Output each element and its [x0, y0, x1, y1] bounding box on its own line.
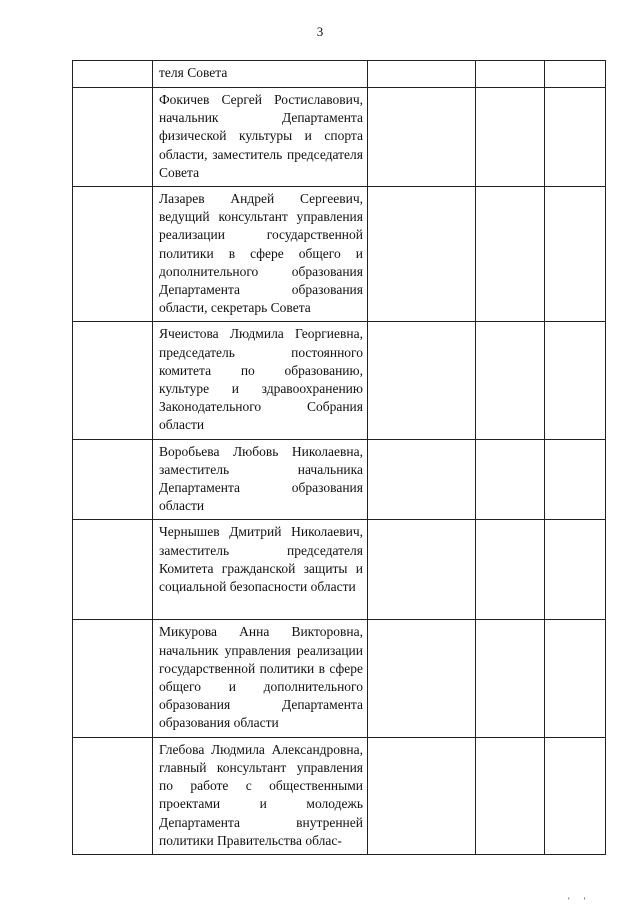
empty-cell	[545, 61, 606, 88]
empty-cell	[476, 520, 545, 620]
member-text: Ячеистова Людмила Георгиевна, председатель постоянного комитета по образованию, культуре и здравоохранению Законодательного Собрания области	[159, 326, 363, 433]
table-row	[73, 88, 606, 187]
number-cell	[73, 439, 153, 520]
empty-cell	[368, 322, 476, 439]
number-cell	[73, 88, 153, 187]
member-cell	[153, 322, 368, 439]
empty-cell	[476, 322, 545, 439]
empty-cell	[545, 620, 606, 737]
member-cell	[153, 520, 368, 620]
empty-cell	[368, 88, 476, 187]
member-cell	[153, 61, 368, 88]
empty-cell	[476, 620, 545, 737]
table-row	[73, 61, 606, 88]
table-row	[73, 439, 606, 520]
member-text: Глебова Людмила Александровна, главный консультант управления по работе с общественными проектами и молодежь Департамента внутренней политики Правительства облас-	[159, 741, 363, 848]
member-text: Микурова Анна Викторовна, начальник управления реализации государственной политики в сфере общего и дополнительного образования Департамента образования области	[159, 624, 363, 731]
table-row	[73, 322, 606, 439]
scan-marks: ' '	[568, 896, 592, 906]
empty-cell	[368, 620, 476, 737]
number-cell	[73, 737, 153, 854]
member-text: теля Совета	[159, 65, 228, 80]
number-cell	[73, 520, 153, 620]
member-cell	[153, 88, 368, 187]
member-text: Чернышев Дмитрий Николаевич, заместитель председателя Комитета гражданской защиты и социальной безопасности области	[159, 524, 363, 595]
member-cell	[153, 187, 368, 322]
empty-cell	[545, 737, 606, 854]
member-cell	[153, 737, 368, 854]
number-cell	[73, 322, 153, 439]
empty-cell	[545, 88, 606, 187]
table-row	[73, 187, 606, 322]
empty-cell	[368, 520, 476, 620]
empty-cell	[476, 439, 545, 520]
member-text: Лазарев Андрей Сергеевич, ведущий консультант управления реализации государственной политики в сфере общего и дополнительного образования Департамента образования области, секретарь Совета	[159, 191, 363, 316]
table-row	[73, 520, 606, 620]
number-cell	[73, 620, 153, 737]
empty-cell	[368, 737, 476, 854]
empty-cell	[545, 322, 606, 439]
members-table	[72, 60, 606, 855]
empty-cell	[368, 187, 476, 322]
empty-cell	[368, 61, 476, 88]
empty-cell	[476, 187, 545, 322]
member-text: Воробьева Любовь Николаевна, заместитель начальника Департамента образования области	[159, 443, 363, 514]
empty-cell	[545, 520, 606, 620]
empty-cell	[368, 439, 476, 520]
empty-cell	[476, 88, 545, 187]
number-cell	[73, 61, 153, 88]
empty-cell	[545, 439, 606, 520]
member-cell	[153, 439, 368, 520]
table-row	[73, 620, 606, 737]
member-cell	[153, 620, 368, 737]
number-cell	[73, 187, 153, 322]
table-row	[73, 737, 606, 854]
page-number: 3	[316, 24, 324, 39]
member-text: Фокичев Сергей Ростиславович, начальник Департамента физической культуры и спорта области, заместитель председателя Совета	[159, 92, 363, 180]
empty-cell	[545, 187, 606, 322]
empty-cell	[476, 737, 545, 854]
empty-cell	[476, 61, 545, 88]
